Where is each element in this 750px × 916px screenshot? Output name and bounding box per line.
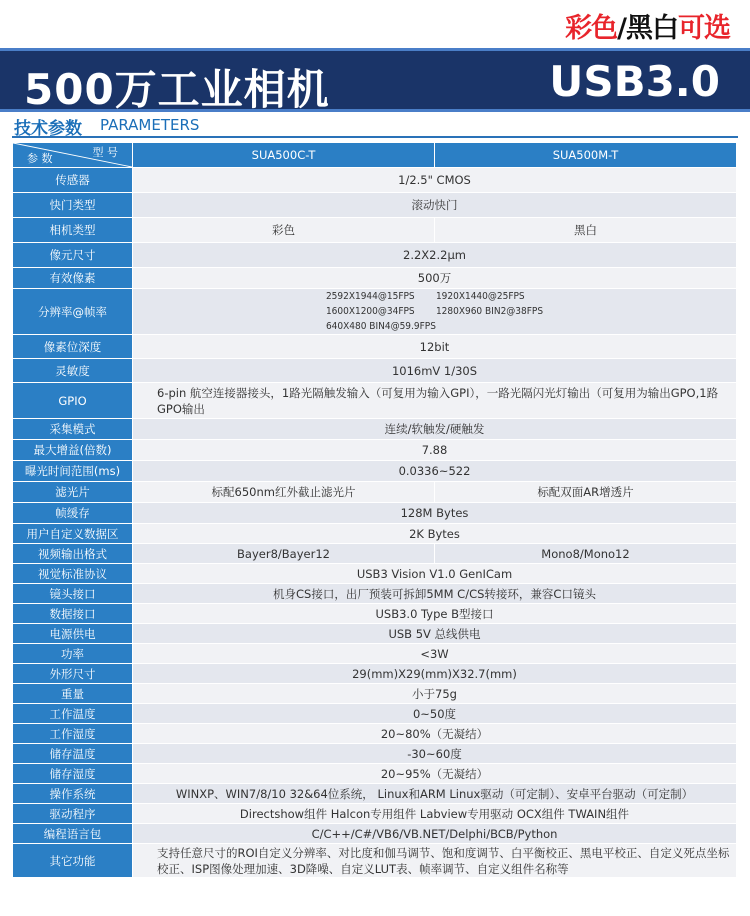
top-strip: [0, 0, 750, 48]
row-label: 快门类型: [13, 193, 133, 218]
row-value: 128M Bytes: [133, 503, 737, 524]
section-header: [12, 114, 738, 138]
section-title-en: PARAMETERS: [100, 116, 200, 134]
table-row: [13, 784, 737, 804]
table-row: [13, 383, 737, 419]
row-value: 小于75g: [133, 684, 737, 704]
row-value: C/C++/C#/VB6/VB.NET/Delphi/BCB/Python: [133, 824, 737, 844]
row-label: 操作系统: [13, 784, 133, 804]
row-value: 500万: [133, 268, 737, 289]
row-label: 镜头接口: [13, 584, 133, 604]
section-title-cn: 技术参数: [14, 119, 82, 139]
row-label: 编程语言包: [13, 824, 133, 844]
row-label: 像素位深度: [13, 335, 133, 359]
row-label: 帧缓存: [13, 503, 133, 524]
row-value: 20~95%（无凝结）: [133, 764, 737, 784]
row-label: 功率: [13, 644, 133, 664]
row-value: USB3.0 Type B型接口: [133, 604, 737, 624]
badge-color-text: 彩色: [565, 13, 618, 44]
color-option-badge: [565, 6, 730, 45]
row-value: <3W: [133, 644, 737, 664]
row-label: 曝光时间范围(ms): [13, 461, 133, 482]
table-row: [13, 644, 737, 664]
row-label: 分辨率@帧率: [13, 289, 133, 335]
row-value: WINXP、WIN7/8/10 32&64位系统， Linux和ARM Linux驱动（可定制）、安卓平台驱动（可定制）: [133, 784, 737, 804]
table-row: [13, 524, 737, 544]
table-row: [13, 218, 737, 243]
table-row: [13, 440, 737, 461]
row-value: USB3 Vision V1.0 GenICam: [133, 564, 737, 584]
row-label: 采集模式: [13, 419, 133, 440]
row-label: 用户自定义数据区: [13, 524, 133, 544]
row-label: 储存温度: [13, 744, 133, 764]
table-header-row: [13, 143, 737, 168]
corner-header-cell: [13, 143, 133, 168]
row-value: 29(mm)X29(mm)X32.7(mm): [133, 664, 737, 684]
row-label: 驱动程序: [13, 804, 133, 824]
row-label: 像元尺寸: [13, 243, 133, 268]
row-value: 机身CS接口，出厂预装可拆卸5MM C/CS转接环，兼容C口镜头: [133, 584, 737, 604]
table-row: [13, 335, 737, 359]
title-banner: [0, 48, 750, 112]
table-row: [13, 664, 737, 684]
table-row: [13, 624, 737, 644]
row-label: 灵敏度: [13, 359, 133, 383]
row-value: 6-pin 航空连接器接头，1路光隔触发输入（可复用为输入GPI），一路光隔闪光灯输出（可复用为输出GPO,1路GPO输出: [133, 383, 737, 419]
product-title: 500万工业相机: [24, 65, 330, 114]
table-row: [13, 482, 737, 503]
table-row: [13, 684, 737, 704]
table-row: [13, 704, 737, 724]
row-label: 外形尺寸: [13, 664, 133, 684]
table-row: [13, 168, 737, 193]
table-row: [13, 461, 737, 482]
table-row: [13, 419, 737, 440]
resolution-item: 2592X1944@15FPS: [325, 291, 415, 302]
table-row: [13, 193, 737, 218]
table-row: [13, 744, 737, 764]
table-row: [13, 268, 737, 289]
resolution-item: 1920X1440@25FPS: [435, 291, 525, 302]
row-label: 储存湿度: [13, 764, 133, 784]
spec-table: [12, 142, 737, 878]
value-color-model: 标配650nm红外截止滤光片: [133, 482, 435, 503]
row-value: Directshow组件 Halcon专用组件 Labview专用驱动 OCX组件 TWAIN组件: [133, 804, 737, 824]
row-value: 2.2X2.2μm: [133, 243, 737, 268]
table-row: [13, 544, 737, 564]
row-value: 滚动快门: [133, 193, 737, 218]
table-row: [13, 764, 737, 784]
corner-param-label: 参 数: [27, 152, 53, 165]
row-value: 支持任意尺寸的ROI自定义分辨率、对比度和伽马调节、饱和度调节、白平衡校正、黑电平校正、自定义死点坐标校正、ISP图像处理加速、3D降噪、自定义LUT表、帧率调节、自定义组件名称等: [133, 844, 737, 878]
row-value: USB 5V 总线供电: [133, 624, 737, 644]
row-label: 重量: [13, 684, 133, 704]
row-label: 工作温度: [13, 704, 133, 724]
row-value: 20~80%（无凝结）: [133, 724, 737, 744]
model-header-mono: SUA500M-T: [435, 143, 737, 168]
table-row: [13, 804, 737, 824]
row-value: 7.88: [133, 440, 737, 461]
value-mono-model: 黑白: [435, 218, 737, 243]
model-header-color: SUA500C-T: [133, 143, 435, 168]
row-label: GPIO: [13, 383, 133, 419]
row-label: 传感器: [13, 168, 133, 193]
row-value: 2K Bytes: [133, 524, 737, 544]
row-value: 1/2.5" CMOS: [133, 168, 737, 193]
row-value: 连续/软触发/硬触发: [133, 419, 737, 440]
row-value: -30~60度: [133, 744, 737, 764]
row-label: 滤光片: [13, 482, 133, 503]
row-value: 1016mV 1/30S: [133, 359, 737, 383]
badge-bw-text: 黑白: [626, 13, 678, 44]
row-value: 0~50度: [133, 704, 737, 724]
badge-optional-text: 可选: [678, 13, 730, 44]
value-color-model: 彩色: [133, 218, 435, 243]
badge-slash: /: [617, 13, 626, 44]
table-row: [13, 503, 737, 524]
table-row: [13, 844, 737, 878]
table-row: [13, 564, 737, 584]
corner-model-label: 型 号: [92, 146, 118, 159]
row-value: 12bit: [133, 335, 737, 359]
row-label: 工作湿度: [13, 724, 133, 744]
value-color-model: Bayer8/Bayer12: [133, 544, 435, 564]
table-row: [13, 289, 737, 335]
resolution-item: 640X480 BIN4@59.9FPS: [325, 321, 436, 332]
resolution-item: 1600X1200@34FPS: [325, 306, 415, 317]
table-row: [13, 359, 737, 383]
row-label: 相机类型: [13, 218, 133, 243]
row-value: 0.0336~522: [133, 461, 737, 482]
row-label: 视觉标准协议: [13, 564, 133, 584]
value-mono-model: 标配双面AR增透片: [435, 482, 737, 503]
resolution-list: [326, 289, 543, 334]
table-row: [13, 724, 737, 744]
resolution-item: 1280X960 BIN2@38FPS: [435, 306, 544, 317]
table-row: [13, 604, 737, 624]
table-row: [13, 824, 737, 844]
interface-title: USB3.0: [549, 57, 720, 106]
row-value: [133, 289, 737, 335]
row-label: 其它功能: [13, 844, 133, 878]
row-label: 电源供电: [13, 624, 133, 644]
row-label: 视频输出格式: [13, 544, 133, 564]
table-row: [13, 243, 737, 268]
row-label: 最大增益(倍数): [13, 440, 133, 461]
table-row: [13, 584, 737, 604]
value-mono-model: Mono8/Mono12: [435, 544, 737, 564]
row-label: 有效像素: [13, 268, 133, 289]
row-label: 数据接口: [13, 604, 133, 624]
